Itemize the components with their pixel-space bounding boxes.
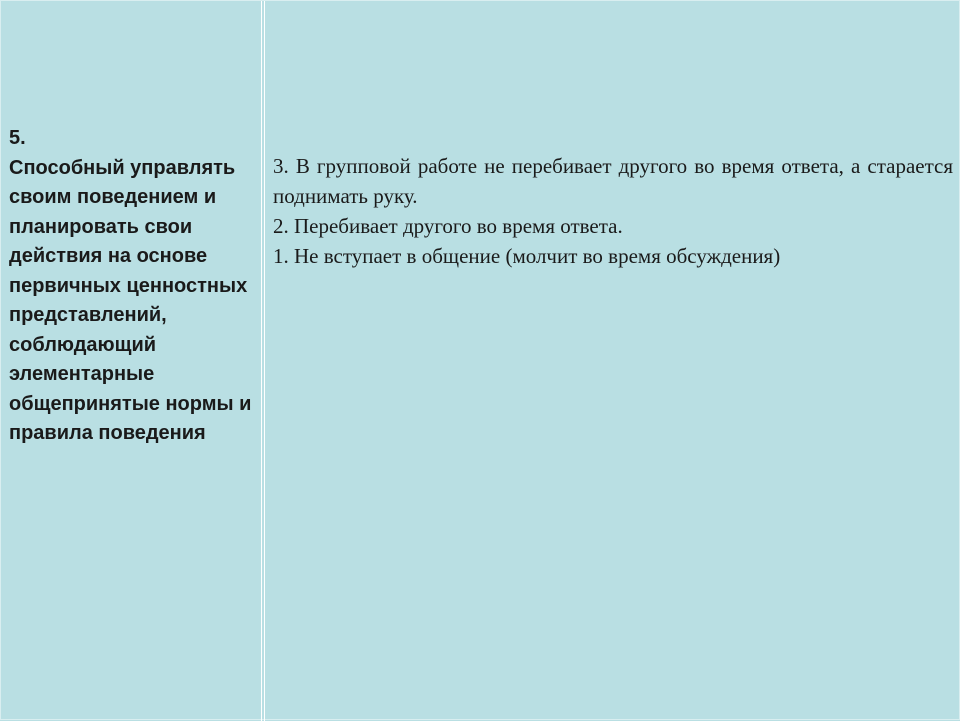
- criterion-cell: [1, 1, 262, 721]
- levels-cell: [265, 1, 960, 721]
- criterion-text: Способный управлять своим поведением и планировать свои действия на основе первичных ценностных представлений, соблюдающий элементарные общепринятые нормы и правила поведения: [9, 156, 252, 444]
- level-item-1: 1. Не вступает в общение (молчит во время обсуждения): [273, 244, 781, 268]
- level-list: [273, 151, 953, 271]
- criterion-number: 5.: [9, 127, 26, 149]
- criterion-description: [9, 124, 257, 449]
- level-item-2: 2. Перебивает другого во время ответа.: [273, 214, 623, 238]
- level-item-3: 3. В групповой работе не перебивает другого во время ответа, а старается поднимать руку.: [273, 154, 953, 208]
